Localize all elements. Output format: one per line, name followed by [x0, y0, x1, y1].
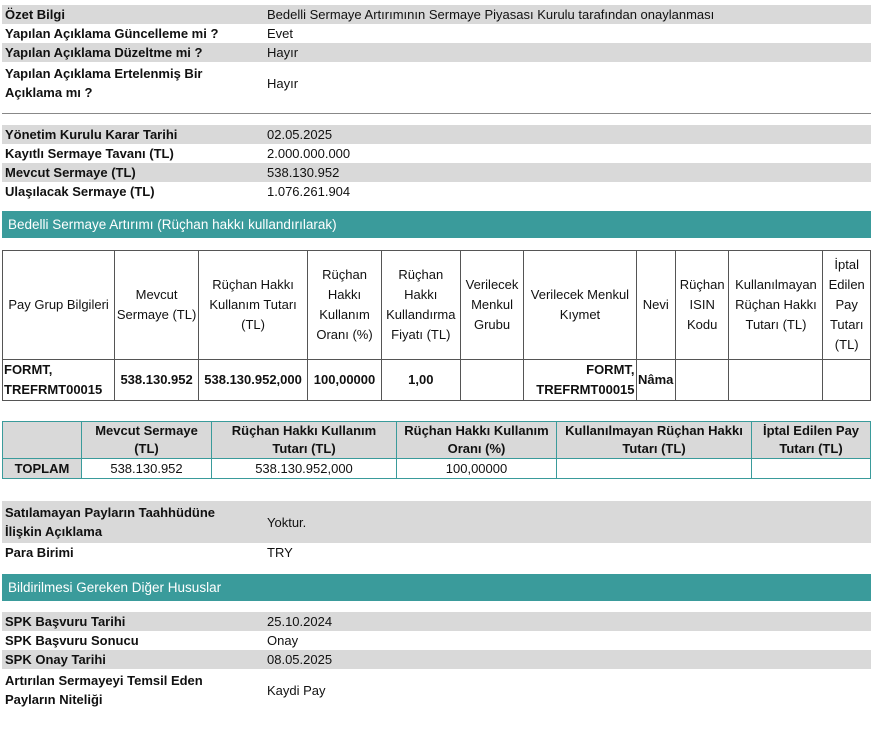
table-cell: [675, 360, 729, 401]
section-header-other-matters: Bildirilmesi Gereken Diğer Hususlar: [2, 574, 871, 601]
field-label: Yönetim Kurulu Karar Tarihi: [2, 125, 262, 144]
column-header: Rüçhan Hakkı Kullanım Tutarı (TL): [212, 422, 397, 459]
column-header: Verilecek Menkul Kıymet: [524, 251, 636, 360]
rights-issue-table: [2, 250, 871, 401]
column-header: Mevcut Sermaye (TL): [82, 422, 212, 459]
field-label: SPK Başvuru Sonucu: [2, 631, 262, 650]
table-cell: [557, 459, 752, 479]
table-cell: [823, 360, 871, 401]
field-label: Para Birimi: [2, 543, 262, 562]
column-header: Nevi: [636, 251, 675, 360]
table-header-row: [3, 422, 871, 459]
summary-table: [2, 5, 871, 104]
table-cell: 538.130.952,000: [199, 360, 308, 401]
field-value: Evet: [262, 24, 871, 43]
field-value: 2.000.000.000: [262, 144, 871, 163]
capital-row: [2, 163, 871, 182]
field-value: Yoktur.: [262, 501, 871, 543]
table-cell: [729, 360, 823, 401]
column-header: Verilecek Menkul Grubu: [460, 251, 524, 360]
section-header-rights-issue: Bedelli Sermaye Artırımı (Rüçhan hakkı kullandırılarak): [2, 211, 871, 238]
capital-row: [2, 182, 871, 201]
summary-row: [2, 62, 871, 104]
summary-row: [2, 24, 871, 43]
column-header: İptal Edilen Pay Tutarı (TL): [752, 422, 871, 459]
field-label: Yapılan Açıklama Ertelenmiş Bir Açıklama mı ?: [2, 62, 262, 104]
capital-row: [2, 125, 871, 144]
table-cell: 1,00: [381, 360, 460, 401]
totals-row-label: TOPLAM: [3, 459, 82, 479]
spk-row: [2, 669, 871, 711]
field-label: Satılamayan Payların Taahhüdüne İlişkin Açıklama: [2, 501, 262, 543]
spk-row: [2, 650, 871, 669]
field-label: Artırılan Sermayeyi Temsil Eden Payların Niteliği: [2, 669, 262, 711]
table-cell: FORMT, TREFRMT00015: [3, 360, 115, 401]
field-label: Kayıtlı Sermaye Tavanı (TL): [2, 144, 262, 163]
table-cell: 538.130.952: [115, 360, 199, 401]
other-info-table: [2, 501, 871, 562]
table-cell: Nâma: [636, 360, 675, 401]
table-cell: 100,00000: [397, 459, 557, 479]
summary-row: [2, 43, 871, 62]
field-label: Özet Bilgi: [2, 5, 262, 24]
totals-row: [3, 459, 871, 479]
table-cell: FORMT, TREFRMT00015: [524, 360, 636, 401]
field-value: Bedelli Sermaye Artırımının Sermaye Piyasası Kurulu tarafından onaylanması: [262, 5, 871, 24]
column-header: Rüçhan Hakkı Kullanım Oranı (%): [397, 422, 557, 459]
field-value: 08.05.2025: [262, 650, 871, 669]
table-cell: 538.130.952,000: [212, 459, 397, 479]
table-cell: 538.130.952: [82, 459, 212, 479]
field-label: Yapılan Açıklama Düzeltme mi ?: [2, 43, 262, 62]
table-row: [3, 360, 871, 401]
field-label: SPK Onay Tarihi: [2, 650, 262, 669]
table-cell: 100,00000: [308, 360, 382, 401]
field-value: 25.10.2024: [262, 612, 871, 631]
divider: [2, 113, 871, 114]
disclosure-page: [2, 0, 875, 711]
column-header: İptal Edilen Pay Tutarı (TL): [823, 251, 871, 360]
capital-table: [2, 125, 871, 201]
spk-row: [2, 612, 871, 631]
field-value: 1.076.261.904: [262, 182, 871, 201]
spk-table: [2, 612, 871, 711]
column-header: Rüçhan Hakkı Kullanım Oranı (%): [308, 251, 382, 360]
field-value: 538.130.952: [262, 163, 871, 182]
info-row: [2, 501, 871, 543]
field-label: SPK Başvuru Tarihi: [2, 612, 262, 631]
spk-row: [2, 631, 871, 650]
field-label: Mevcut Sermaye (TL): [2, 163, 262, 182]
column-header: Kullanılmayan Rüçhan Hakkı Tutarı (TL): [557, 422, 752, 459]
column-header: [3, 422, 82, 459]
field-value: Hayır: [262, 43, 871, 62]
field-value: 02.05.2025: [262, 125, 871, 144]
field-value: TRY: [262, 543, 871, 562]
field-label: Ulaşılacak Sermaye (TL): [2, 182, 262, 201]
column-header: Kullanılmayan Rüçhan Hakkı Tutarı (TL): [729, 251, 823, 360]
column-header: Pay Grup Bilgileri: [3, 251, 115, 360]
field-label: Yapılan Açıklama Güncelleme mi ?: [2, 24, 262, 43]
field-value: Kaydi Pay: [262, 669, 871, 711]
table-cell: [752, 459, 871, 479]
totals-table: [2, 421, 871, 479]
table-header-row: [3, 251, 871, 360]
column-header: Mevcut Sermaye (TL): [115, 251, 199, 360]
info-row: [2, 543, 871, 562]
column-header: Rüçhan Hakkı Kullandırma Fiyatı (TL): [381, 251, 460, 360]
table-cell: [460, 360, 524, 401]
field-value: Hayır: [262, 62, 871, 104]
column-header: Rüçhan Hakkı Kullanım Tutarı (TL): [199, 251, 308, 360]
summary-row: [2, 5, 871, 24]
field-value: Onay: [262, 631, 871, 650]
column-header: Rüçhan ISIN Kodu: [675, 251, 729, 360]
capital-row: [2, 144, 871, 163]
